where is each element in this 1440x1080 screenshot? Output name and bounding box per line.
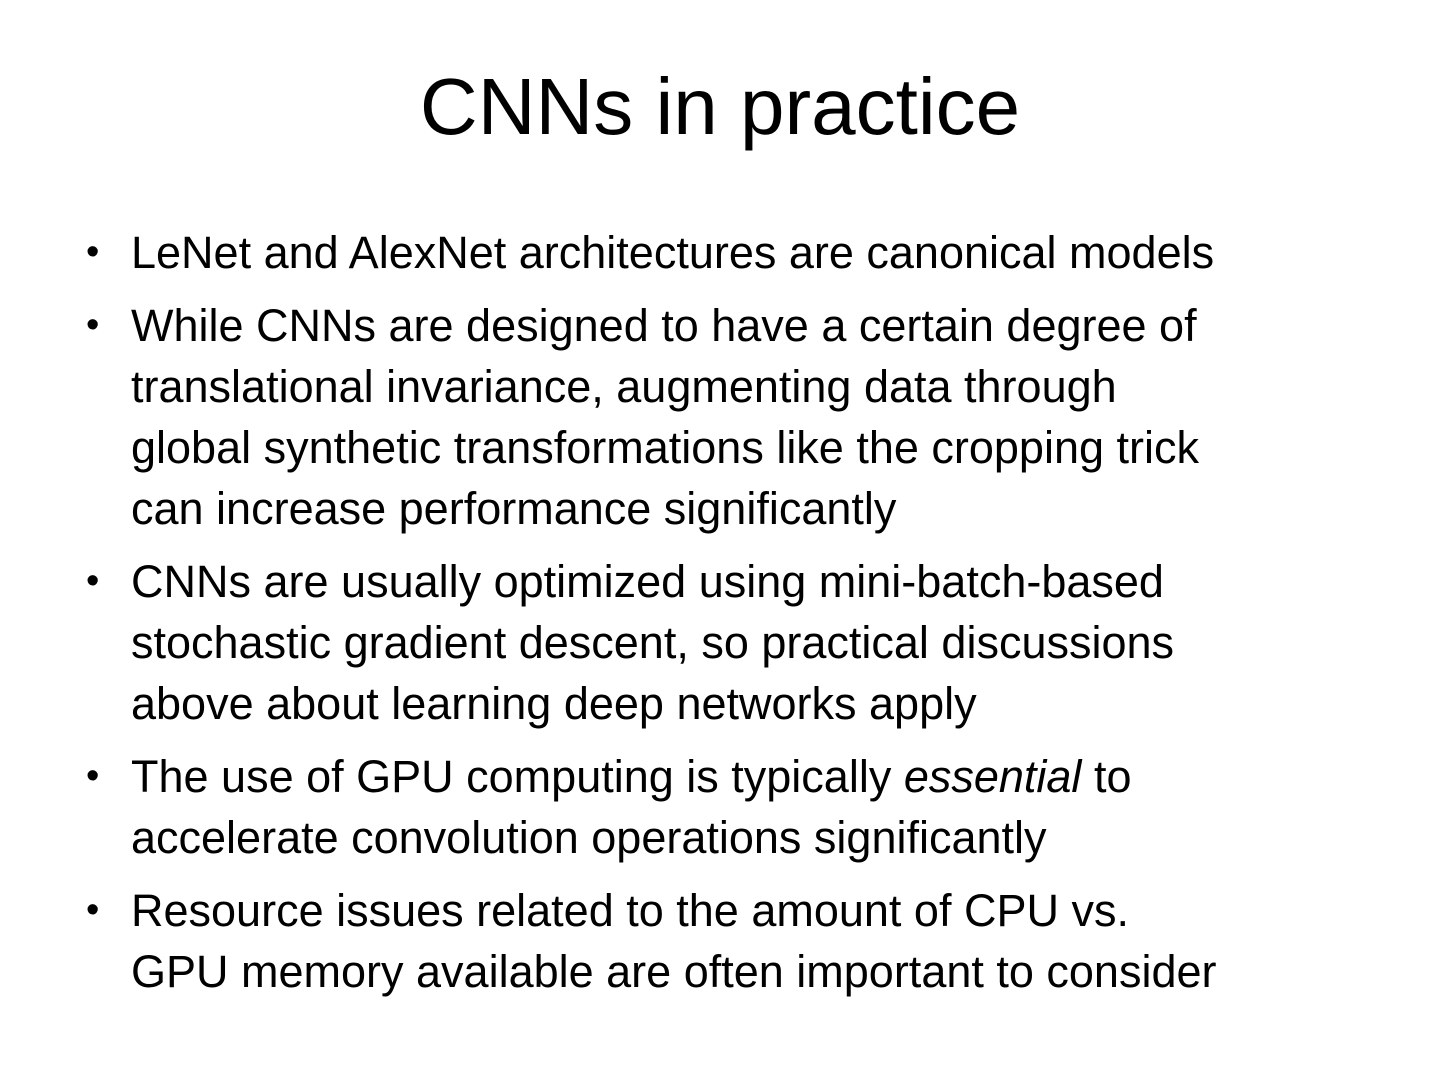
bullet-dot-icon: • [86,304,100,346]
bullet-text [131,746,1380,868]
bullet-text [131,880,1380,1002]
bullet-line: While CNNs are designed to have a certain degree of [131,300,1197,351]
bullet-text [131,222,1380,283]
bullet-line: GPU memory available are often important to consider [131,946,1217,997]
bullet-item-architectures [80,222,1380,283]
bullet-text-segment: to [1081,751,1132,802]
bullet-line: global synthetic transformations like the cropping trick [131,422,1200,473]
bullet-dot-icon: • [86,889,100,931]
bullet-item-resources [80,880,1380,1002]
bullet-line: stochastic gradient descent, so practical discussions [131,617,1175,668]
bullet-line: accelerate convolution operations significantly [131,812,1047,863]
bullet-line: Resource issues related to the amount of CPU vs. [131,885,1129,936]
bullet-line [131,746,1380,807]
bullet-item-augmentation [80,295,1380,539]
bullet-dot-icon: • [86,231,100,273]
slide-title: CNNs in practice [419,62,1021,151]
bullet-line: translational invariance, augmenting data through [131,361,1117,412]
bullet-dot-icon: • [86,755,100,797]
bullet-list [80,222,1380,1014]
bullet-item-gpu [80,746,1380,868]
bullet-text [131,295,1380,539]
bullet-item-optimization [80,551,1380,734]
emphasis-text: essential [903,751,1082,802]
bullet-dot-icon: • [86,560,100,602]
bullet-text-segment: The use of GPU computing is typically [131,751,904,802]
bullet-line: LeNet and AlexNet architectures are canonical models [131,227,1215,278]
bullet-line: can increase performance significantly [131,483,897,534]
bullet-line: CNNs are usually optimized using mini-batch-based [131,556,1164,607]
bullet-text [131,551,1380,734]
bullet-line: above about learning deep networks apply [131,678,977,729]
